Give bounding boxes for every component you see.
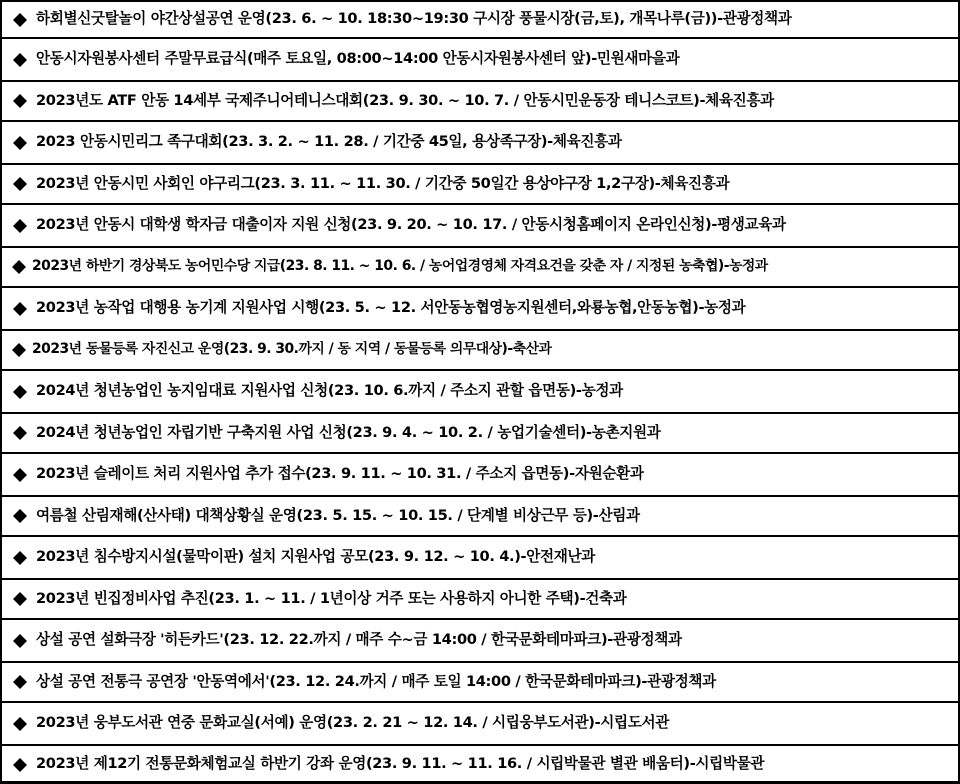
notice-item[interactable] [2,454,958,497]
black-diamond-icon [13,302,27,316]
black-diamond-icon [13,136,27,150]
notice-item[interactable] [2,580,958,620]
notice-text: 2023년도 ATF 안동 14세부 국제주니어테니스대회(23. 9. 30. ~ 10. 7. / 안동시민운동장 테니스코트)-체육진흥과 [36,91,774,109]
notice-item[interactable] [2,331,958,371]
black-diamond-icon [13,717,27,731]
notice-item[interactable] [2,371,958,414]
notice-text: 2023년 침수방지시설(물막이판) 설치 지원사업 공모(23. 9. 12. ~ 10. 4.)-안전재난과 [36,548,596,566]
notice-item[interactable] [2,122,958,165]
notice-text: 2023년 농작업 대행용 농기계 지원사업 시행(23. 5. ~ 12. 서안동농협영농지원센터,와룡농협,안동농협)-농정과 [36,299,746,317]
notice-item[interactable] [2,288,958,331]
black-diamond-icon [13,426,27,440]
notice-text: 2023년 슬레이트 처리 지원사업 추가 접수(23. 9. 11. ~ 10. 31. / 주소지 읍면동)-자원순환과 [36,465,644,483]
notice-text: 2023년 동물등록 자진신고 운영(23. 9. 30.까지 / 동 지역 / 동물등록 의무대상)-축산과 [32,341,552,358]
notice-text: 2024년 청년농업인 자립기반 구축지원 사업 신청(23. 9. 4. ~ 10. 2. / 농업기술센터)-농촌지원과 [36,423,661,441]
notice-item[interactable] [2,537,958,580]
black-diamond-icon [13,385,27,399]
notice-text: 2023년 하반기 경상북도 농어민수당 지급(23. 8. 11. ~ 10. 6. / 농어업경영체 자격요건을 갖춘 자 / 지정된 농축협)-농정과 [32,258,768,275]
notice-text: 상설 공연 전통극 공연장 '안동역에서'(23. 12. 24.까지 / 매주 토일 14:00 / 한국문화테마파크)-관광정책과 [36,672,716,690]
notice-item[interactable] [2,497,958,537]
notice-item[interactable] [2,620,958,663]
black-diamond-icon [13,13,27,27]
notice-text: 하회별신굿탈놀이 야간상설공연 운영(23. 6. ~ 10. 18:30~19:30 구시장 풍물시장(금,토), 개목나루(금))-관광정책과 [36,10,792,28]
notice-item[interactable] [2,414,958,454]
black-diamond-icon [13,94,27,108]
notice-text: 2023년 빈집정비사업 추진(23. 1. ~ 11. / 1년이상 거주 또는 사용하지 아니한 주택)-건축과 [36,589,627,607]
notice-item[interactable] [2,205,958,248]
black-diamond-icon [13,675,27,689]
notice-item[interactable] [2,165,958,205]
notice-text: 2023년 제12기 전통문화체험교실 하반기 강좌 운영(23. 9. 11. ~ 11. 16. / 시립박물관 별관 배움터)-시립박물관 [36,755,765,773]
notice-text: 2023년 웅부도서관 연중 문화교실(서예) 운영(23. 2. 21 ~ 12. 14. / 시립웅부도서관)-시립도서관 [36,714,670,732]
notice-text: 2023년 안동시 대학생 학자금 대출이자 지원 신청(23. 9. 20. ~ 10. 17. / 안동시청홈페이지 온라인신청)-평생교육과 [36,216,786,234]
notice-item[interactable] [2,82,958,122]
black-diamond-icon [12,260,26,274]
black-diamond-icon [13,758,27,772]
notice-item[interactable] [2,703,958,746]
notice-text: 여름철 산림재해(산사태) 대책상황실 운영(23. 5. 15. ~ 10. 15. / 단계별 비상근무 등)-산림과 [36,506,640,524]
black-diamond-icon [13,468,27,482]
black-diamond-icon [13,509,27,523]
black-diamond-icon [13,551,27,565]
notice-item[interactable] [2,39,958,82]
notice-item[interactable] [2,746,958,783]
black-diamond-icon [13,219,27,233]
notice-text: 상설 공연 설화극장 '히든카드'(23. 12. 22.까지 / 매주 수~금 14:00 / 한국문화테마파크)-관광정책과 [36,631,682,649]
black-diamond-icon [13,53,27,67]
black-diamond-icon [13,592,27,606]
black-diamond-icon [12,343,26,357]
notice-text: 안동시자원봉사센터 주말무료급식(매주 토요일, 08:00~14:00 안동시자원봉사센터 앞)-민원새마을과 [36,50,680,68]
notice-text: 2023년 안동시민 사회인 야구리그(23. 3. 11. ~ 11. 30. / 기간중 50일간 용상야구장 1,2구장)-체육진흥과 [36,174,730,192]
notice-item[interactable] [2,663,958,703]
notice-item[interactable] [2,248,958,288]
notice-text: 2024년 청년농업인 농지임대료 지원사업 신청(23. 10. 6.까지 / 주소지 관할 읍면동)-농정과 [36,382,623,400]
notice-text: 2023 안동시민리그 족구대회(23. 3. 2. ~ 11. 28. / 기간중 45일, 용상족구장)-체육진흥과 [36,133,622,151]
notice-item[interactable] [2,2,958,39]
black-diamond-icon [13,177,27,191]
black-diamond-icon [13,634,27,648]
